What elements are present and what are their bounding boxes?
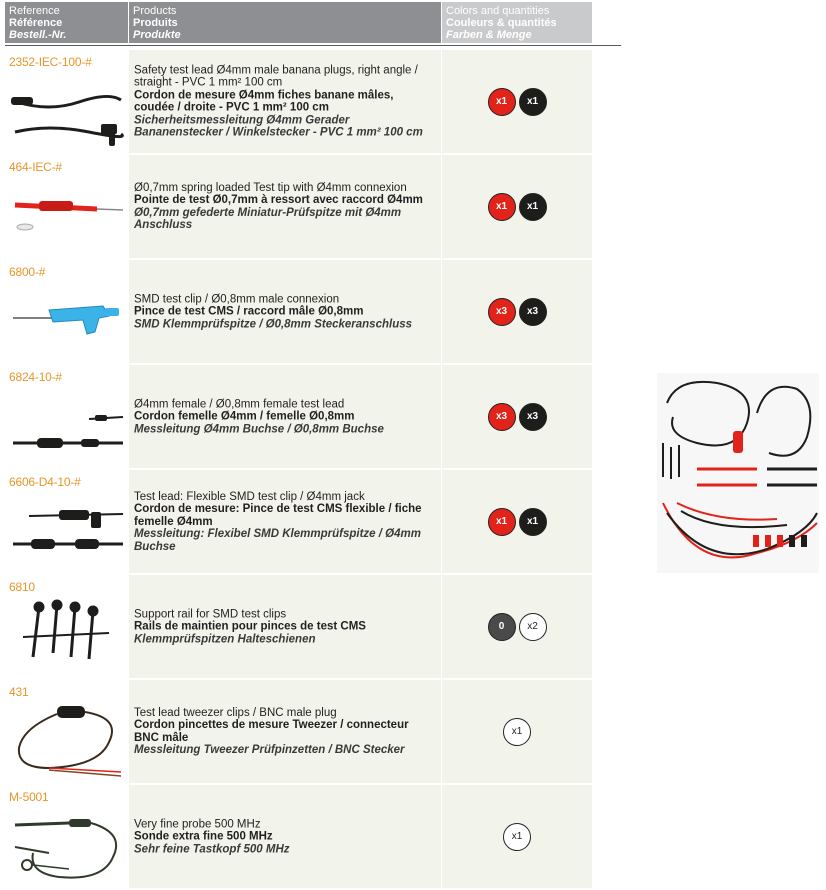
description-cell [129,260,441,363]
quantity-cell [442,50,592,153]
description-fr: Cordon pincettes de mesure Tweezer / connecteur BNC mâle [134,719,409,744]
quantity-cell [442,470,592,573]
reference-cell [5,260,128,363]
description-fr: Cordon de mesure Ø4mm fiches banane mâles, coudée / droite - PVC 1 mm² 100 cm [134,89,394,114]
reference-cell [5,680,128,783]
fine-probe-image [9,807,127,885]
description-cell [129,470,441,573]
product-row [5,260,592,363]
header-reference [5,2,128,43]
reference-cell [5,155,128,258]
quantity-badge-white: x2 [519,613,547,641]
reference-code: 6810 [9,580,35,594]
reference-cell [5,575,128,678]
product-row [5,680,592,783]
header-colors-fr: Couleurs & quantités [446,17,557,29]
description-fr: Pointe de test Ø0,7mm à ressort avec raccord Ø4mm [134,194,423,206]
quantity-badge-red: x3 [488,403,516,431]
quantity-badge-white: x1 [503,823,531,851]
description-en: SMD test clip / Ø0,8mm male connexion [134,292,340,305]
header-reference-de: Bestell.-Nr. [9,29,67,41]
tweezer-lead-image [9,702,127,780]
description-en: Ø0,7mm spring loaded Test tip with Ø4mm connexion [134,181,407,194]
product-row [5,155,592,258]
quantity-cell [442,155,592,258]
quantity-badge-red: x1 [488,88,516,116]
description-de: Messleitung Ø4mm Buchse / Ø0,8mm Buchse [134,422,384,435]
support-rail-image [9,597,127,675]
description-cell [129,575,441,678]
reference-code: 6606-D4-10-# [9,475,81,489]
header-reference-fr: Référence [9,17,63,29]
quantity-badge-black: x1 [519,88,547,116]
quantity-badge-red: x3 [488,298,516,326]
quantity-cell [442,260,592,363]
quantity-badge-grey: 0 [488,613,516,641]
quantity-badge-black: x3 [519,298,547,326]
description-cell [129,785,441,888]
product-row [5,470,592,573]
reference-code: 464-IEC-# [9,160,62,174]
reference-cell [5,365,128,468]
quantity-badge-red: x1 [488,508,516,536]
header-products-en: Products [133,5,177,17]
quantity-cell [442,680,592,783]
product-row [5,50,592,153]
quantity-badge-black: x1 [519,193,547,221]
reference-cell [5,785,128,888]
quantity-cell [442,785,592,888]
test-tip-image [9,177,127,255]
description-de: Klemmprüfspitzen Halteschienen [134,632,316,645]
product-row [5,575,592,678]
quantity-cell [442,365,592,468]
header-products-de: Produkte [133,29,181,41]
reference-code: 6800-# [9,265,46,279]
header-colors-de: Farben & Menge [446,29,532,41]
reference-cell [5,470,128,573]
reference-code: M-5001 [9,790,49,804]
header-divider [5,45,621,46]
quantity-cell [442,575,592,678]
reference-code: 431 [9,685,29,699]
description-de: Messleitung: Flexibel SMD Klemmprüfspitze / Ø4mm Buchse [134,527,421,553]
description-de: Ø0,7mm gefederte Miniatur-Prüfspitze mit Ø4mm Anschluss [134,206,402,231]
smd-clip-image [9,282,127,360]
test-kit-image [657,373,819,573]
product-row [5,785,592,888]
description-en: Test lead tweezer clips / BNC male plug [134,706,337,719]
header-products-fr: Produits [133,17,178,29]
reference-code: 2352-IEC-100-# [9,55,92,69]
description-fr: Sonde extra fine 500 MHz [134,830,273,843]
header-colors [442,2,592,43]
flex-smd-lead-image [9,492,127,570]
female-lead-image [9,387,127,465]
description-de: Sehr feine Tastkopf 500 MHz [134,842,290,855]
header-reference-en: Reference [9,5,60,17]
header-products [129,2,441,43]
description-en: Test lead: Flexible SMD test clip / Ø4mm jack [134,490,365,503]
quantity-badge-white: x1 [503,718,531,746]
description-en: Very fine probe 500 MHz [134,817,261,830]
description-de: Messleitung Tweezer Prüfpinzetten / BNC Stecker [134,744,405,756]
description-cell [129,50,441,153]
reference-cell [5,50,128,153]
description-cell [129,680,441,783]
description-cell [129,155,441,258]
description-fr: Cordon de mesure: Pince de test CMS flexible / fiche femelle Ø4mm [134,502,422,528]
description-fr: Pince de test CMS / raccord mâle Ø0,8mm [134,305,364,318]
reference-code: 6824-10-# [9,370,62,384]
banana-lead-image [9,72,127,150]
description-en: Support rail for SMD test clips [134,607,287,620]
description-en: Ø4mm female / Ø0,8mm female test lead [134,397,345,410]
description-en: Safety test lead Ø4mm male banana plugs, right angle / straight - PVC 1 mm² 100 cm [134,64,418,89]
description-de: SMD Klemmprüfspitze / Ø0,8mm Steckeranschluss [134,317,413,330]
description-de: Sicherheitsmessleitung Ø4mm Gerader Bananenstecker / Winkelstecker - PVC 1 mm² 100 cm [134,114,423,139]
quantity-badge-black: x3 [519,403,547,431]
product-row [5,365,592,468]
header-colors-en: Colors and quantities [446,5,550,17]
quantity-badge-black: x1 [519,508,547,536]
description-fr: Rails de maintien pour pinces de test CMS [134,620,366,633]
quantity-badge-red: x1 [488,193,516,221]
description-cell [129,365,441,468]
description-fr: Cordon femelle Ø4mm / femelle Ø0,8mm [134,410,355,423]
